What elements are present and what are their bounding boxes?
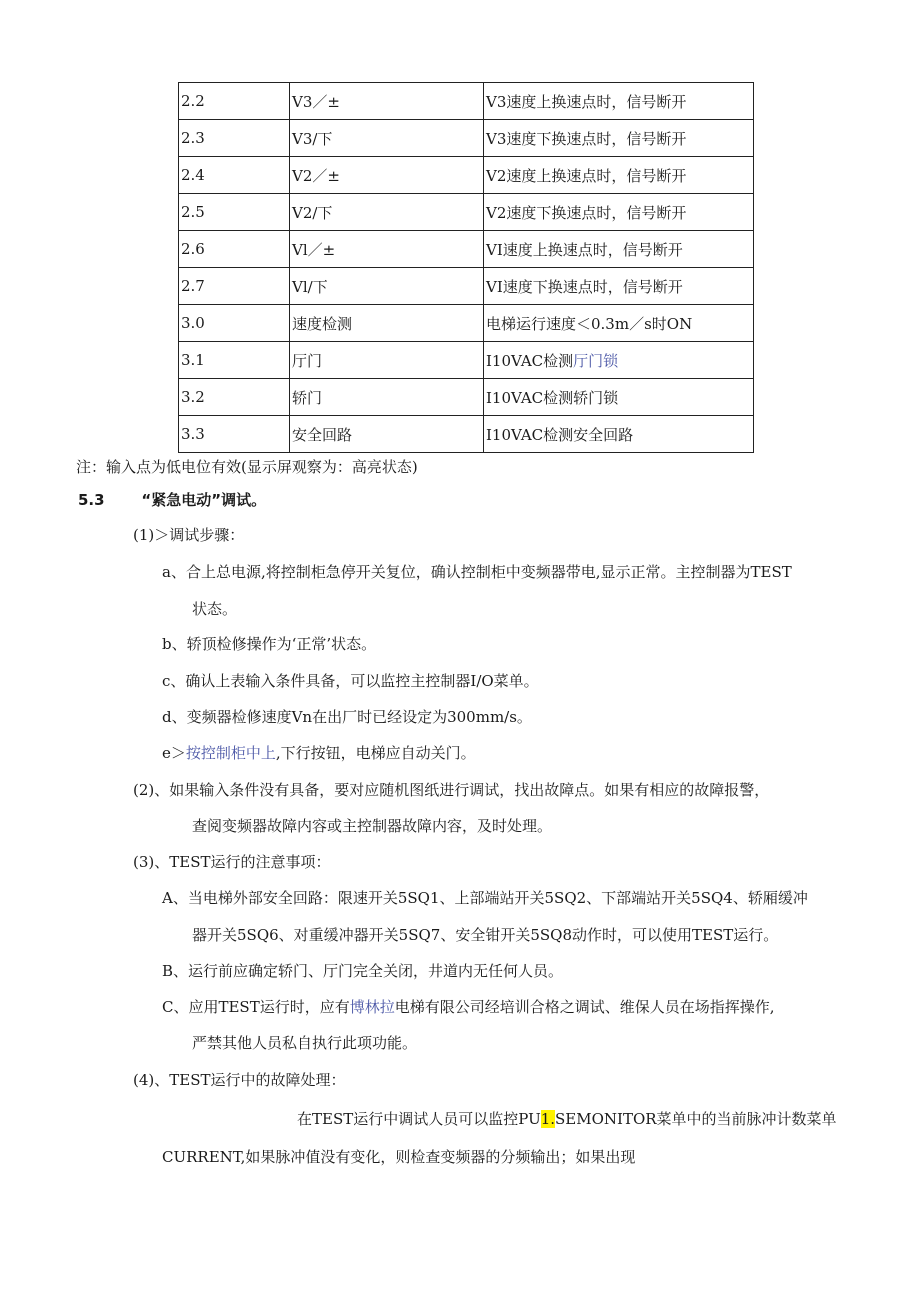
table-note: 注：输入点为低电位有效(显示屏观察为：高亮状态) xyxy=(76,458,418,476)
item3-heading: (3)、TEST运行的注意事项： xyxy=(133,853,331,871)
row-description: I10VAC检测轿门锁 xyxy=(484,379,754,416)
row-signal: 厅门 xyxy=(290,342,484,379)
row-signal: 安全回路 xyxy=(290,416,484,453)
row-signal: V3／± xyxy=(290,83,484,120)
item4-heading: (4)、TEST运行中的故障处理： xyxy=(133,1071,346,1089)
company-link[interactable]: 博林拉 xyxy=(349,998,395,1016)
item4-post: SEMONITOR菜单中的当前脉冲计数菜单 xyxy=(555,1110,837,1128)
row-description-text: I10VAC检测 xyxy=(486,351,574,370)
step-b: b、轿顶检修操作为‘正常’状态。 xyxy=(162,635,377,653)
table-row xyxy=(179,268,754,305)
table-row xyxy=(179,416,754,453)
row-id: 3.2 xyxy=(179,379,290,416)
item4-highlight: 1. xyxy=(540,1110,556,1128)
item4-para-line2: CURRENT,如果脉冲值没有变化，则检查变频器的分频输出；如果出现 xyxy=(162,1148,636,1166)
row-signal: V2／± xyxy=(290,157,484,194)
table-row xyxy=(179,194,754,231)
item4-pre: 在TEST运行中调试人员可以监控PU xyxy=(297,1110,541,1128)
row-signal: V2/下 xyxy=(290,194,484,231)
step-a-line1: a、合上总电源,将控制柜急停开关复位，确认控制柜中变频器带电,显示正常。主控制器为TEST xyxy=(162,563,792,581)
section-title: “紧急电动”调试。 xyxy=(141,491,267,509)
step-e xyxy=(162,742,476,763)
row-id: 3.1 xyxy=(179,342,290,379)
row-description: V2速度下换速点时，信号断开 xyxy=(484,194,754,231)
row-signal: Vl／± xyxy=(290,231,484,268)
table-row xyxy=(179,231,754,268)
table-row xyxy=(179,379,754,416)
row-id: 2.6 xyxy=(179,231,290,268)
door-lock-link[interactable]: 厅门锁 xyxy=(573,351,619,370)
row-id: 2.4 xyxy=(179,157,290,194)
row-id: 3.3 xyxy=(179,416,290,453)
table-row xyxy=(179,157,754,194)
row-id: 2.3 xyxy=(179,120,290,157)
item3-c-pre: C、应用TEST运行时，应有 xyxy=(162,998,350,1016)
row-signal: 速度检测 xyxy=(290,305,484,342)
item3-c-line1 xyxy=(162,996,775,1017)
row-id: 2.7 xyxy=(179,268,290,305)
row-signal: 轿门 xyxy=(290,379,484,416)
item3-b: B、运行前应确定轿门、厅门完全关闭，井道内无任何人员。 xyxy=(162,962,564,980)
step-c: c、确认上表输入条件具备，可以监控主控制器I/O菜单。 xyxy=(162,672,539,690)
step-e-rest: ,下行按钮，电梯应自动关门。 xyxy=(275,744,476,762)
row-description: VI速度下换速点时，信号断开 xyxy=(484,268,754,305)
row-signal: V3/下 xyxy=(290,120,484,157)
item2-line2: 查阅变频器故障内容或主控制器故障内容，及时处理。 xyxy=(192,817,553,835)
table-row xyxy=(179,342,754,379)
item2-line1: (2)、如果输入条件没有具备，要对应随机图纸进行调试，找出故障点。如果有相应的故障报警， xyxy=(133,781,770,799)
table-row xyxy=(179,305,754,342)
row-description: V2速度上换速点时，信号断开 xyxy=(484,157,754,194)
steps-heading: (1)＞调试步骤： xyxy=(133,526,245,544)
item3-a-line2: 器开关5SQ6、对重缓冲器开关5SQ7、安全钳开关5SQ8动作时，可以使用TEST运行。 xyxy=(192,926,779,944)
item3-c-post: 电梯有限公司经培训合格之调试、维保人员在场指挥操作, xyxy=(394,998,775,1016)
section-number: 5.3 xyxy=(78,491,105,509)
step-a-line2: 状态。 xyxy=(192,600,238,618)
step-d: d、变频器检修速度Vn在出厂时已经设定为300mm/s。 xyxy=(162,708,532,726)
item3-a-line1: A、当电梯外部安全回路：限速开关5SQ1、上部端站开关5SQ2、下部端站开关5SQ4、轿厢缓冲 xyxy=(162,889,808,907)
step-e-link[interactable]: 按控制柜中上 xyxy=(185,744,276,762)
section-heading xyxy=(78,489,266,510)
table-row xyxy=(179,120,754,157)
item4-para-line1 xyxy=(297,1108,837,1129)
row-id: 3.0 xyxy=(179,305,290,342)
step-e-prefix: e＞ xyxy=(162,744,186,762)
signal-table xyxy=(178,82,754,453)
row-description: VI速度上换速点时，信号断开 xyxy=(484,231,754,268)
row-description: V3速度下换速点时，信号断开 xyxy=(484,120,754,157)
row-description: I10VAC检测安全回路 xyxy=(484,416,754,453)
item3-c-line2: 严禁其他人员私自执行此项功能。 xyxy=(192,1034,418,1052)
table-row xyxy=(179,83,754,120)
row-description: 电梯运行速度＜0.3m／s时ON xyxy=(484,305,754,342)
row-signal: Vl/下 xyxy=(290,268,484,305)
row-description xyxy=(484,342,754,379)
row-id: 2.5 xyxy=(179,194,290,231)
row-description: V3速度上换速点时，信号断开 xyxy=(484,83,754,120)
row-id: 2.2 xyxy=(179,83,290,120)
